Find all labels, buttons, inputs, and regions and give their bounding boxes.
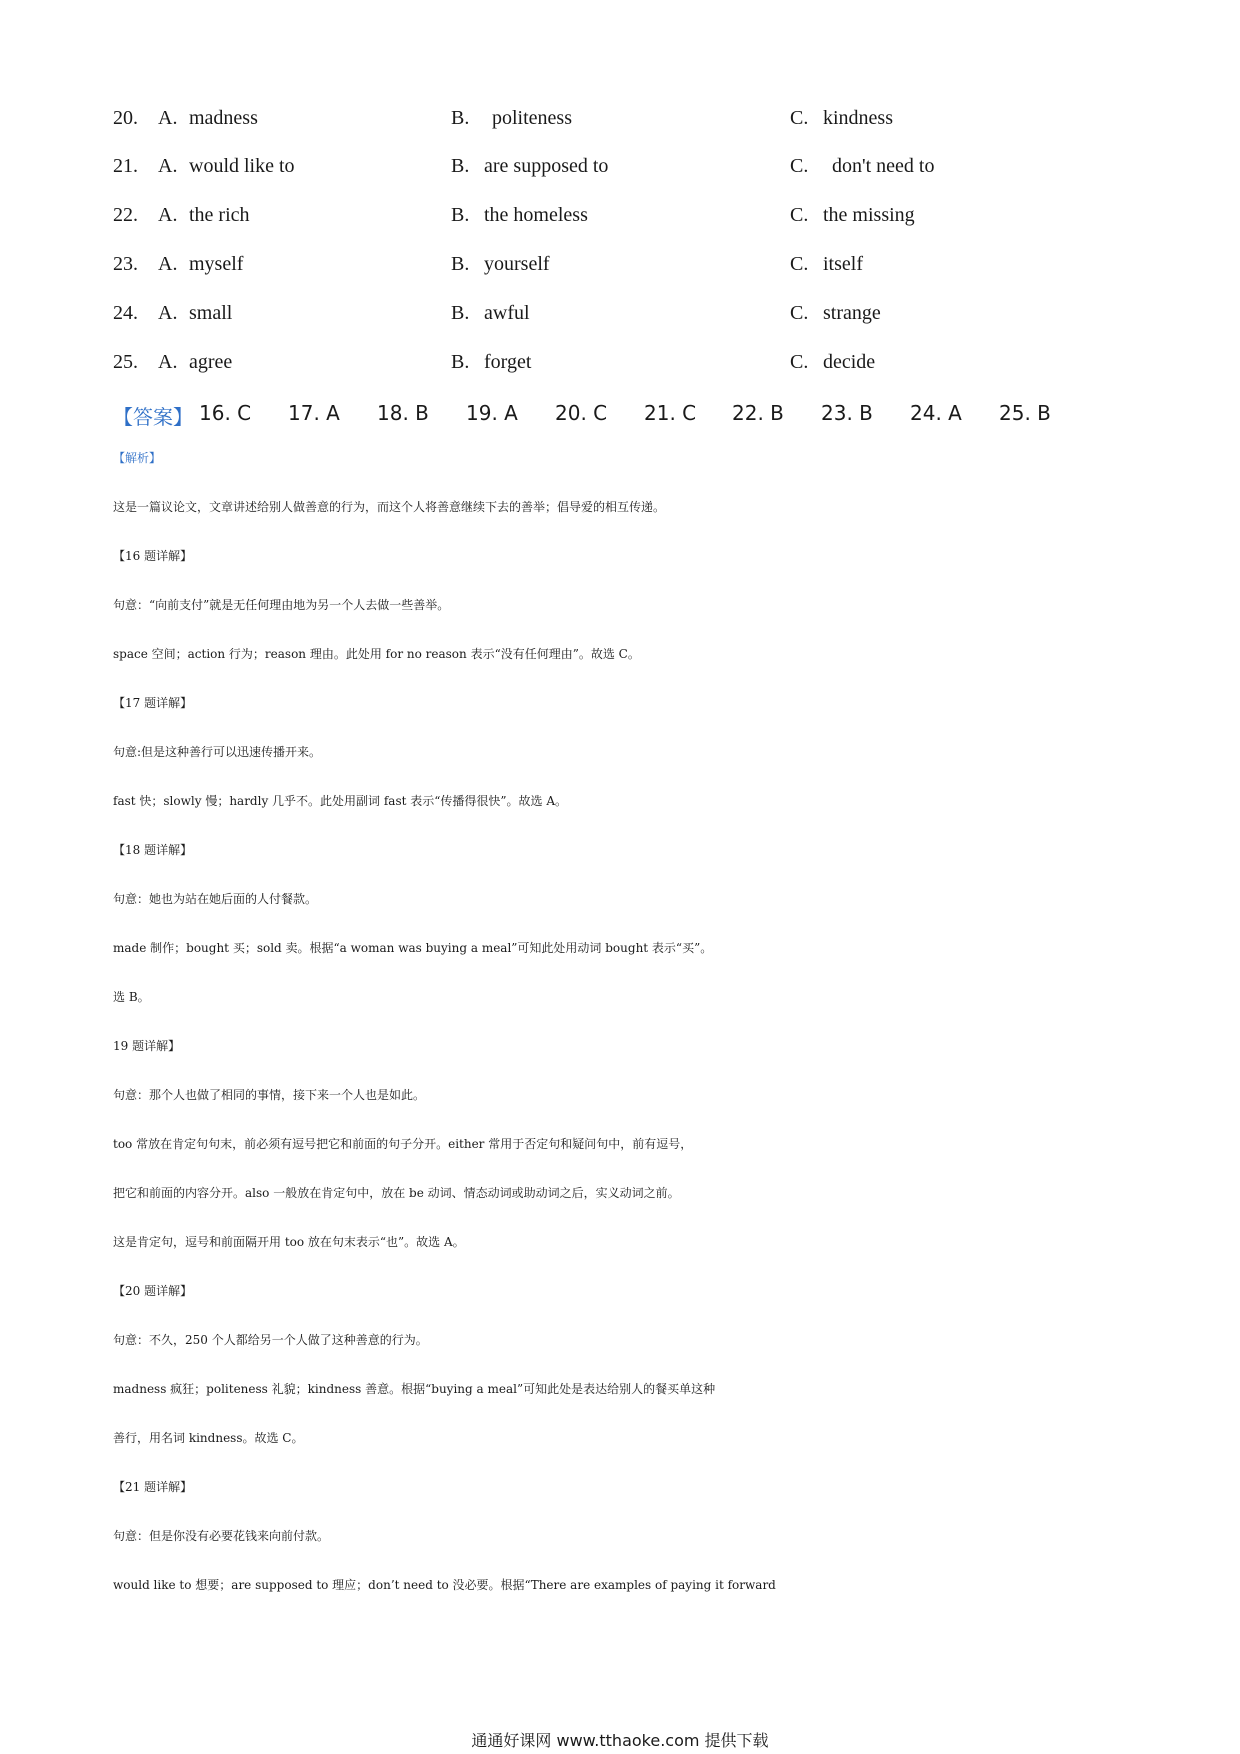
option-c-label: C. xyxy=(790,302,809,324)
answer-item: 23. B xyxy=(821,401,873,425)
option-c-text: the missing xyxy=(823,204,915,226)
option-b-text: are supposed to xyxy=(484,155,609,177)
option-a-label: A. xyxy=(158,302,178,324)
section-heading-17: 【17 题详解】 xyxy=(113,696,193,710)
answer-item: 21. C xyxy=(644,401,697,425)
explanation-line: would like to 想要；are supposed to 理应；don’t need to 没必要。根据“There are examples of paying it forward xyxy=(113,1578,776,1592)
option-b-text: awful xyxy=(484,302,530,324)
footer-watermark: 通通好课网 www.tthaoke.com 提供下载 xyxy=(471,1731,769,1750)
option-a-label: A. xyxy=(158,204,178,226)
question-number: 23. xyxy=(113,253,138,275)
question-number: 21. xyxy=(113,155,138,177)
section-heading-21: 【21 题详解】 xyxy=(113,1480,193,1494)
option-b-text: yourself xyxy=(484,253,550,275)
option-c-text: don't need to xyxy=(832,155,935,177)
answer-item: 24. A xyxy=(910,401,962,425)
explanation-line: fast 快；slowly 慢；hardly 几乎不。此处用副词 fast 表示“传播得很快”。故选 A。 xyxy=(113,794,568,808)
question-number: 20. xyxy=(113,107,138,129)
option-c-label: C. xyxy=(790,155,809,177)
option-c-label: C. xyxy=(790,107,809,129)
question-number: 24. xyxy=(113,302,138,324)
option-a-text: the rich xyxy=(189,204,250,226)
option-b-label: B. xyxy=(451,351,470,373)
answer-item: 16. C xyxy=(199,401,252,425)
option-c-label: C. xyxy=(790,253,809,275)
section-heading-19: 19 题详解】 xyxy=(113,1039,181,1053)
option-c-text: strange xyxy=(823,302,881,324)
explanation-line: 句意：“向前支付”就是无任何理由地为另一个人去做一些善举。 xyxy=(113,598,450,612)
option-row-21 xyxy=(113,155,1143,195)
question-number: 22. xyxy=(113,204,138,226)
option-b-label: B. xyxy=(451,253,470,275)
explanation-line: 句意：那个人也做了相同的事情，接下来一个人也是如此。 xyxy=(113,1088,426,1102)
explanation-line: made 制作；bought 买；sold 卖。根据“a woman was buying a meal”可知此处用动词 bought 表示“买”。 xyxy=(113,941,713,955)
option-b-text: politeness xyxy=(492,107,572,129)
explanation-line: too 常放在肯定句句末，前必须有逗号把它和前面的句子分开。either 常用于否定句和疑问句中，前有逗号， xyxy=(113,1137,693,1151)
option-a-label: A. xyxy=(158,351,178,373)
answer-item: 22. B xyxy=(732,401,784,425)
option-a-text: small xyxy=(189,302,233,324)
option-c-text: kindness xyxy=(823,107,893,129)
option-row-24 xyxy=(113,302,1143,342)
option-a-label: A. xyxy=(158,253,178,275)
option-a-text: agree xyxy=(189,351,233,373)
option-b-text: forget xyxy=(484,351,532,373)
explanation-line: 这是肯定句，逗号和前面隔开用 too 放在句末表示“也”。故选 A。 xyxy=(113,1235,465,1249)
section-heading-16: 【16 题详解】 xyxy=(113,549,193,563)
explanation-line: madness 疯狂；politeness 礼貌；kindness 善意。根据“buying a meal”可知此处是表达给别人的餐买单这种 xyxy=(113,1382,716,1396)
option-row-25 xyxy=(113,351,1143,391)
answer-item: 17. A xyxy=(288,401,340,425)
option-row-20 xyxy=(113,107,1143,147)
question-number: 25. xyxy=(113,351,138,373)
option-a-text: madness xyxy=(189,107,258,129)
option-b-label: B. xyxy=(451,302,470,324)
explanation-line: 把它和前面的内容分开。also 一般放在肯定句中，放在 be 动词、情态动词或助动词之后，实义动词之前。 xyxy=(113,1186,680,1200)
explanation-line: space 空间；action 行为；reason 理由。此处用 for no reason 表示“没有任何理由”。故选 C。 xyxy=(113,647,640,661)
option-b-label: B. xyxy=(451,204,470,226)
explanation-line: 选 B。 xyxy=(113,990,150,1004)
answer-item: 25. B xyxy=(999,401,1051,425)
section-heading-18: 【18 题详解】 xyxy=(113,843,193,857)
option-b-text: the homeless xyxy=(484,204,588,226)
answer-item: 18. B xyxy=(377,401,429,425)
explanation-line: 句意：不久，250 个人都给另一个人做了这种善意的行为。 xyxy=(113,1333,428,1347)
answer-tag: 【答案】 xyxy=(113,405,193,429)
option-row-22 xyxy=(113,204,1143,244)
explanation-line: 句意：但是你没有必要花钱来向前付款。 xyxy=(113,1529,330,1543)
option-row-23 xyxy=(113,253,1143,293)
option-a-text: would like to xyxy=(189,155,295,177)
summary-line: 这是一篇议论文，文章讲述给别人做善意的行为，而这个人将善意继续下去的善举；倡导爱的相互传递。 xyxy=(113,500,666,514)
option-c-label: C. xyxy=(790,204,809,226)
option-a-label: A. xyxy=(158,155,178,177)
answer-item: 20. C xyxy=(555,401,608,425)
explanation-line: 句意:但是这种善行可以迅速传播开来。 xyxy=(113,745,322,759)
explanation-line: 善行，用名词 kindness。故选 C。 xyxy=(113,1431,304,1445)
option-a-text: myself xyxy=(189,253,244,275)
explanation-line: 句意：她也为站在她后面的人付餐款。 xyxy=(113,892,318,906)
option-b-label: B. xyxy=(451,107,470,129)
option-c-text: itself xyxy=(823,253,863,275)
option-c-label: C. xyxy=(790,351,809,373)
option-c-text: decide xyxy=(823,351,876,373)
option-b-label: B. xyxy=(451,155,470,177)
answer-item: 19. A xyxy=(466,401,518,425)
option-a-label: A. xyxy=(158,107,178,129)
analysis-tag: 【解析】 xyxy=(113,451,162,465)
section-heading-20: 【20 题详解】 xyxy=(113,1284,193,1298)
